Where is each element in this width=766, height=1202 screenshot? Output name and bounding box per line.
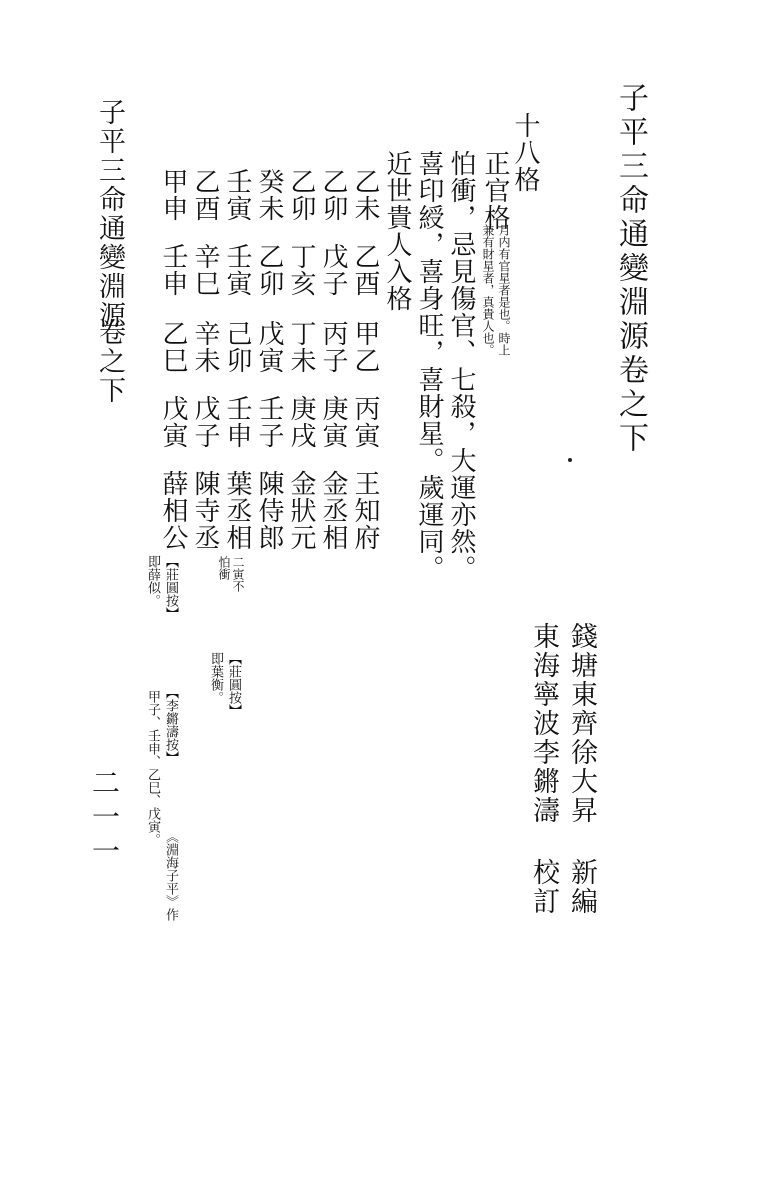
example-1-name: 王知府 xyxy=(350,470,380,551)
zhengguan-note-2: 兼有財星者，真貴人也。 xyxy=(481,224,495,356)
ye-zhuang-text: 即葉衡。 xyxy=(208,652,223,704)
example-3-pillar-day: 丁未 xyxy=(286,320,316,374)
page-title: 子平三命通變淵源卷之下 xyxy=(613,82,648,456)
example-2-pillar-day: 丙子 xyxy=(318,320,348,374)
example-3-pillar-year: 乙卯 xyxy=(286,168,316,222)
zhengguan-label: 正官格 xyxy=(480,150,510,231)
example-2-name: 金丞相 xyxy=(318,470,348,551)
section-heading: 十八格 xyxy=(510,112,540,193)
running-volume: 卷之下 xyxy=(94,318,125,405)
example-1-pillar-year: 乙未 xyxy=(350,168,380,222)
page-number: 二一一 xyxy=(88,768,121,870)
example-6-pillar-day: 辛未 xyxy=(190,320,220,374)
xue-zhuang-label: 【莊圓按】 xyxy=(163,555,178,620)
example-5-pillar-year: 壬寅 xyxy=(222,168,252,222)
example-2-pillar-hour: 庚寅 xyxy=(318,395,348,449)
example-4-pillar-day: 戊寅 xyxy=(254,320,284,374)
example-3-name: 金狀元 xyxy=(286,470,316,551)
rule-likes: 喜印綬，喜身旺，喜財星。歲運同。 xyxy=(414,150,444,582)
example-2-pillar-month: 戊子 xyxy=(318,243,348,297)
example-6-pillar-hour: 戊子 xyxy=(190,395,220,449)
example-4-pillar-month: 乙卯 xyxy=(254,243,284,297)
example-4-pillar-year: 癸未 xyxy=(254,168,284,222)
example-5-name: 葉丞相 xyxy=(222,470,252,551)
xue-zhuang-text: 即薛似。 xyxy=(145,555,160,607)
xue-li-label: 【李鏘濤按】 xyxy=(163,686,178,764)
xue-li-text-1: 《淵海子平》作 xyxy=(163,830,178,921)
example-6-name: 陳寺丞 xyxy=(190,470,220,551)
editor-credit: 東海寧波李鏘濤 xyxy=(528,622,559,825)
example-7-pillar-year: 甲申 xyxy=(158,168,188,222)
example-3-pillar-month: 丁亥 xyxy=(286,243,316,297)
example-5-pillar-month: 壬寅 xyxy=(222,243,252,297)
example-4-pillar-hour: 壬子 xyxy=(254,395,284,449)
example-1-pillar-month: 乙酉 xyxy=(350,243,380,297)
example-1-pillar-day: 甲乙 xyxy=(350,320,380,374)
example-6-pillar-year: 乙酉 xyxy=(190,168,220,222)
running-title: 子平三命通變淵源 xyxy=(94,98,125,330)
ink-dot xyxy=(568,458,572,462)
ye-zhuang-label: 【莊圓按】 xyxy=(226,652,241,717)
xue-li-text-2: 甲子、壬申、乙巳、戊寅。 xyxy=(145,690,160,846)
zhengguan-note-1: 月内有官星者是也。時上 xyxy=(497,224,511,356)
example-3-pillar-hour: 庚戌 xyxy=(286,395,316,449)
example-7-name: 薛相公 xyxy=(158,470,188,551)
example-6-pillar-month: 辛巳 xyxy=(190,243,220,297)
example-4-name: 陳侍郎 xyxy=(254,470,284,551)
compiler-role: 新編 xyxy=(566,858,597,916)
example-5-pillar-day: 己卯 xyxy=(222,320,252,374)
rule-fears: 怕衝，忌見傷官、七殺，大運亦然。 xyxy=(446,150,476,582)
example-2-pillar-year: 乙卯 xyxy=(318,168,348,222)
example-1-pillar-hour: 丙寅 xyxy=(350,395,380,449)
example-7-pillar-day: 乙巳 xyxy=(158,320,188,374)
example-5-note-2: 怕衝 xyxy=(217,556,231,580)
examples-heading: 近世貴人入格 xyxy=(382,150,412,312)
example-5-note-1: 二寅不 xyxy=(231,556,245,592)
example-5-pillar-hour: 壬申 xyxy=(222,395,252,449)
compiler-credit: 錢塘東齊徐大昇 xyxy=(566,622,597,825)
editor-role: 校訂 xyxy=(528,858,559,916)
example-7-pillar-month: 壬申 xyxy=(158,243,188,297)
example-7-pillar-hour: 戊寅 xyxy=(158,395,188,449)
